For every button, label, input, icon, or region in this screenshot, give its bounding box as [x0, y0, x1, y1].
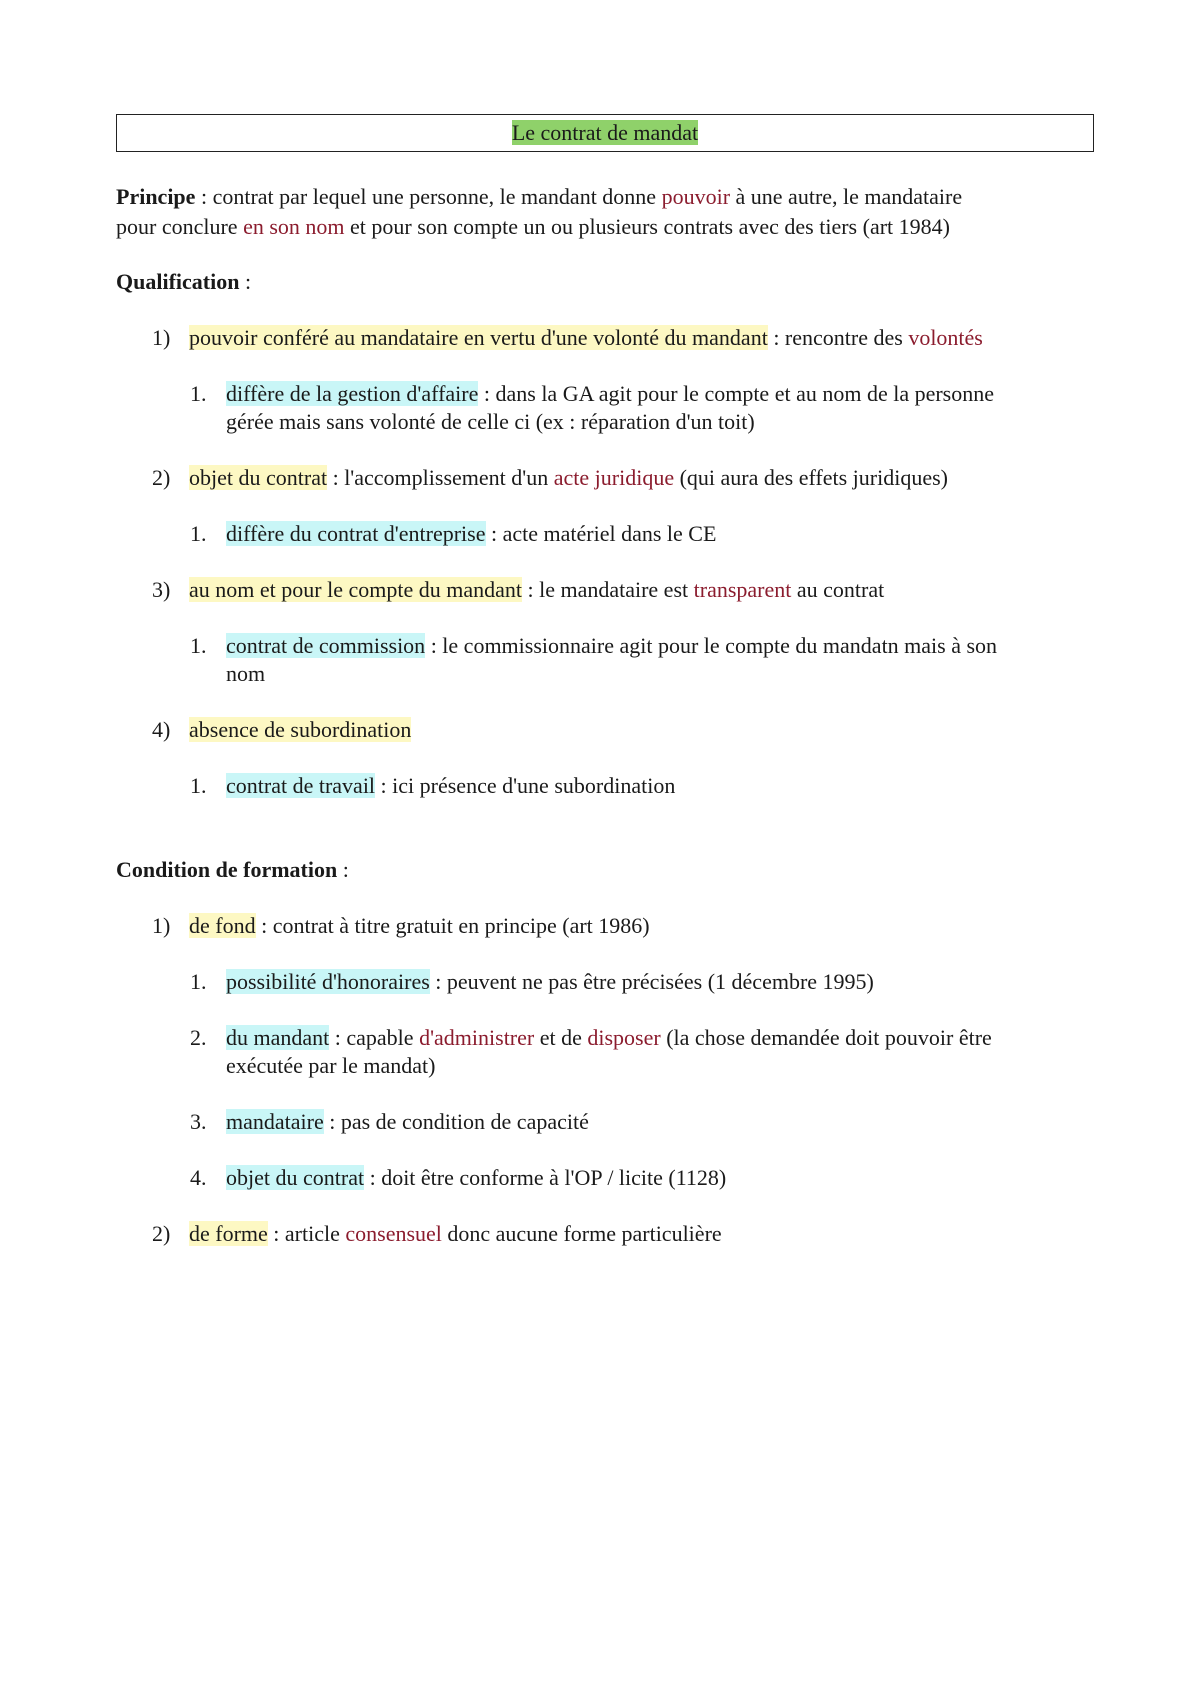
- formation-heading: Condition de formation :: [116, 857, 349, 882]
- list-number: 4): [152, 717, 171, 742]
- qualification-item: pouvoir conféré au mandataire en vertu d'une volonté du mandant : rencontre des volontés: [189, 325, 983, 350]
- qualification-sub-item: contrat de travail : ici présence d'une subordination: [226, 773, 676, 798]
- principe-keyword-pouvoir: pouvoir: [661, 184, 731, 209]
- formation-sub-item-cont: exécutée par le mandat): [226, 1053, 436, 1078]
- principe-keyword-en-son-nom: en son nom: [243, 214, 345, 239]
- formation-sub-item: objet du contrat : doit être conforme à l'OP / licite (1128): [226, 1165, 727, 1190]
- qualification-sub-item: diffère du contrat d'entreprise : acte matériel dans le CE: [226, 521, 717, 546]
- sub-list-number: 1.: [190, 633, 207, 658]
- formation-sub-item: du mandant : capable d'administrer et de disposer (la chose demandée doit pouvoir être: [226, 1025, 992, 1050]
- formation-item-forme: de forme : article consensuel donc aucune forme particulière: [189, 1221, 722, 1246]
- qualification-item: au nom et pour le compte du mandant : le mandataire est transparent au contrat: [189, 577, 885, 602]
- sub-list-number: 1.: [190, 521, 207, 546]
- sub-list-number: 4.: [190, 1165, 207, 1190]
- page-title: Le contrat de mandat: [511, 120, 699, 145]
- formation-sub-item: mandataire : pas de condition de capacité: [226, 1109, 589, 1134]
- list-number: 1): [152, 325, 171, 350]
- formation-item-fond: de fond : contrat à titre gratuit en principe (art 1986): [189, 913, 650, 938]
- qualification-item: objet du contrat : l'accomplissement d'un acte juridique (qui aura des effets juridiques): [189, 465, 948, 490]
- principe-label: Principe: [116, 184, 196, 209]
- qualification-heading: Qualification :: [116, 269, 252, 294]
- title-box: [116, 114, 1094, 152]
- sub-list-number: 1.: [190, 773, 207, 798]
- qualification-sub-item: contrat de commission : le commissionnaire agit pour le compte du mandatn mais à son: [226, 633, 998, 658]
- principe-line-1: Principe : contrat par lequel une personne, le mandant donne pouvoir à une autre, le mandataire: [116, 184, 963, 209]
- qualification-sub-item-cont: gérée mais sans volonté de celle ci (ex : réparation d'un toit): [226, 409, 755, 434]
- sub-list-number: 1.: [190, 969, 207, 994]
- sub-list-number: 1.: [190, 381, 207, 406]
- qualification-item: absence de subordination: [189, 717, 412, 742]
- sub-list-number: 2.: [190, 1025, 207, 1050]
- list-number: 3): [152, 577, 171, 602]
- list-number: 2): [152, 465, 171, 490]
- principe-line-2: pour conclure en son nom et pour son compte un ou plusieurs contrats avec des tiers (art 1984): [116, 214, 950, 239]
- list-number: 2): [152, 1221, 171, 1246]
- qualification-sub-item: diffère de la gestion d'affaire : dans la GA agit pour le compte et au nom de la personne: [226, 381, 995, 406]
- sub-list-number: 3.: [190, 1109, 207, 1134]
- list-number: 1): [152, 913, 171, 938]
- qualification-sub-item-cont: nom: [226, 661, 266, 686]
- formation-sub-item: possibilité d'honoraires : peuvent ne pas être précisées (1 décembre 1995): [226, 969, 874, 994]
